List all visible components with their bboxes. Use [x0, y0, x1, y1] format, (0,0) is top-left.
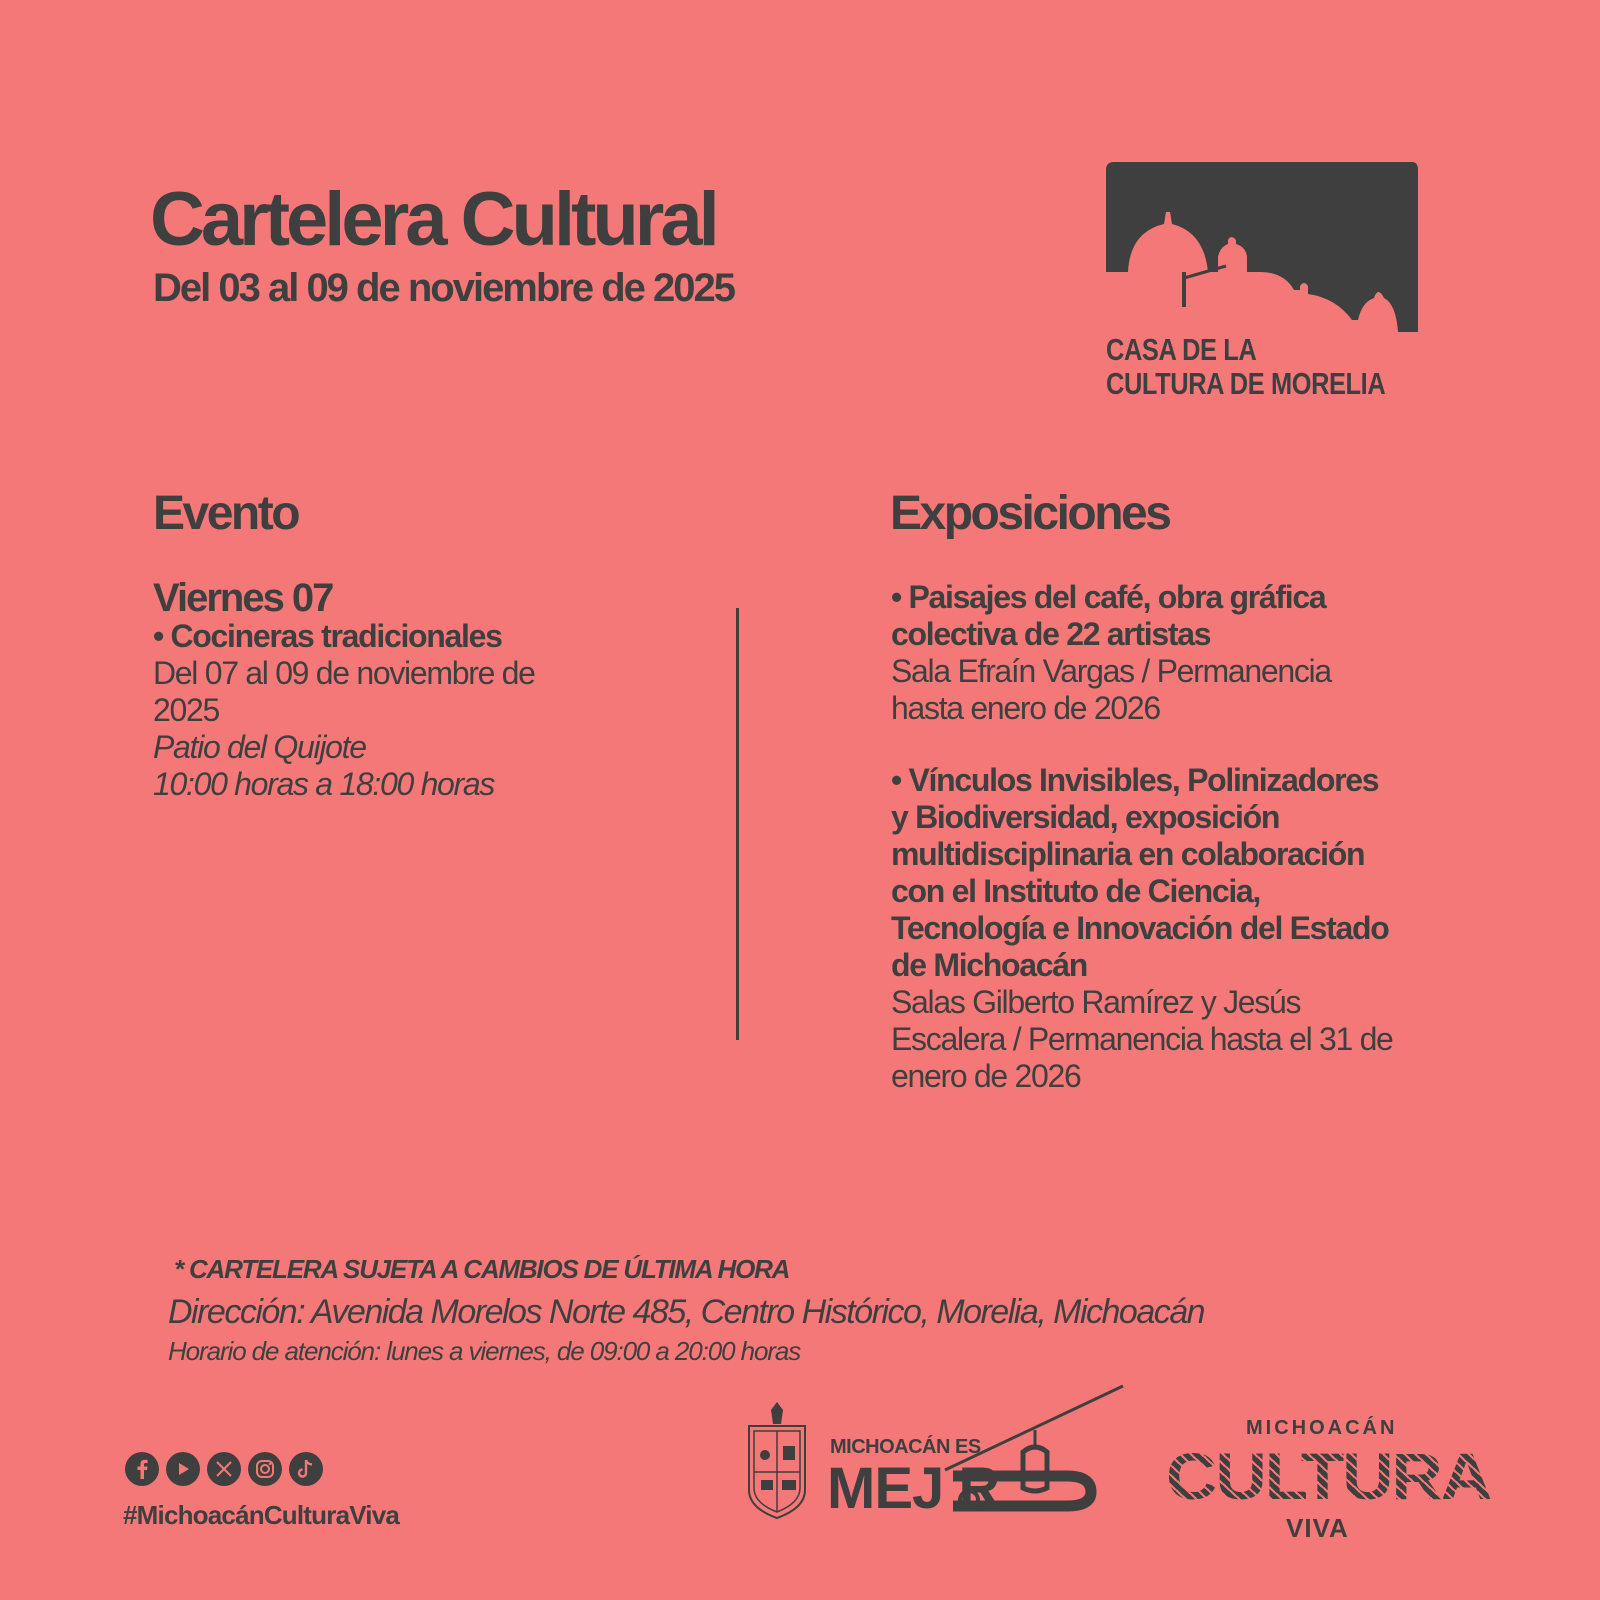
- expo-title-line: Tecnología e Innovación del Estado: [891, 910, 1389, 946]
- casa-logo-line1: CASA DE LA: [1106, 332, 1257, 367]
- expo-title-line: con el Instituto de Ciencia,: [891, 873, 1260, 909]
- exposiciones-heading: Exposiciones: [890, 487, 1170, 540]
- event-time: 10:00 horas a 18:00 horas: [153, 766, 495, 802]
- event-name: • Cocineras tradicionales: [153, 618, 502, 654]
- mejor-logo-top: MICHOACÁN ES: [830, 1436, 981, 1458]
- expo-title-line: de Michoacán: [891, 947, 1088, 983]
- expo-title-line: multidisciplinaria en colaboración: [891, 836, 1365, 872]
- event-day: Viernes 07: [153, 576, 333, 620]
- exposiciones-column: [891, 579, 1461, 1095]
- hashtag: #MichoacánCulturaViva: [123, 1500, 400, 1530]
- x-icon[interactable]: [207, 1452, 241, 1486]
- event-dates-line1: Del 07 al 09 de noviembre de: [153, 655, 535, 691]
- expo-detail-line: Salas Gilberto Ramírez y Jesús: [891, 984, 1301, 1020]
- michoacan-es-mejor-logo: [745, 1380, 1125, 1530]
- event-dates-line2: 2025: [153, 692, 219, 728]
- michoacan-cultura-viva-logo: [1166, 1413, 1496, 1543]
- social-icons: [125, 1452, 323, 1486]
- mejor-logo-big: MEJ R: [827, 1456, 1000, 1521]
- expo-title-line: • Paisajes del café, obra gráfica: [891, 579, 1326, 615]
- expo-item: [891, 579, 1461, 727]
- schedule-notice: * CARTELERA SUJETA A CAMBIOS DE ÚLTIMA HORA: [174, 1254, 790, 1284]
- address: Dirección: Avenida Morelos Norte 485, Centro Histórico, Morelia, Michoacán: [168, 1293, 1205, 1331]
- column-divider: [736, 608, 739, 1040]
- opening-hours: Horario de atención: lunes a viernes, de 09:00 a 20:00 horas: [168, 1336, 801, 1366]
- expo-detail-line: hasta enero de 2026: [891, 690, 1160, 726]
- event-column: [153, 578, 633, 803]
- cultura-logo-top: MICHOACÁN: [1246, 1417, 1398, 1439]
- date-range-subtitle: Del 03 al 09 de noviembre de 2025: [153, 266, 735, 310]
- casa-de-la-cultura-logo: [1106, 162, 1426, 402]
- cultura-logo-bottom: VIVA: [1286, 1513, 1349, 1543]
- expo-title-line: • Vínculos Invisibles, Polinizadores: [891, 762, 1379, 798]
- instagram-icon[interactable]: [248, 1452, 282, 1486]
- evento-heading: Evento: [153, 487, 299, 540]
- building-silhouette-icon: [1106, 162, 1426, 332]
- page-title: Cartelera Cultural: [150, 177, 716, 262]
- expo-title-line: colectiva de 22 artistas: [891, 616, 1211, 652]
- tiktok-icon[interactable]: [289, 1452, 323, 1486]
- casa-logo-line2: CULTURA DE MORELIA: [1106, 366, 1386, 401]
- cultura-logo-big: CULTURA: [1166, 1439, 1491, 1513]
- expo-title-line: y Biodiversidad, exposición: [891, 799, 1280, 835]
- expo-detail-line: enero de 2026: [891, 1058, 1081, 1094]
- expo-item: [891, 762, 1461, 1095]
- event-place: Patio del Quijote: [153, 729, 366, 765]
- expo-detail-line: Sala Efraín Vargas / Permanencia: [891, 653, 1331, 689]
- facebook-icon[interactable]: [125, 1452, 159, 1486]
- youtube-icon[interactable]: [166, 1452, 200, 1486]
- expo-detail-line: Escalera / Permanencia hasta el 31 de: [891, 1021, 1393, 1057]
